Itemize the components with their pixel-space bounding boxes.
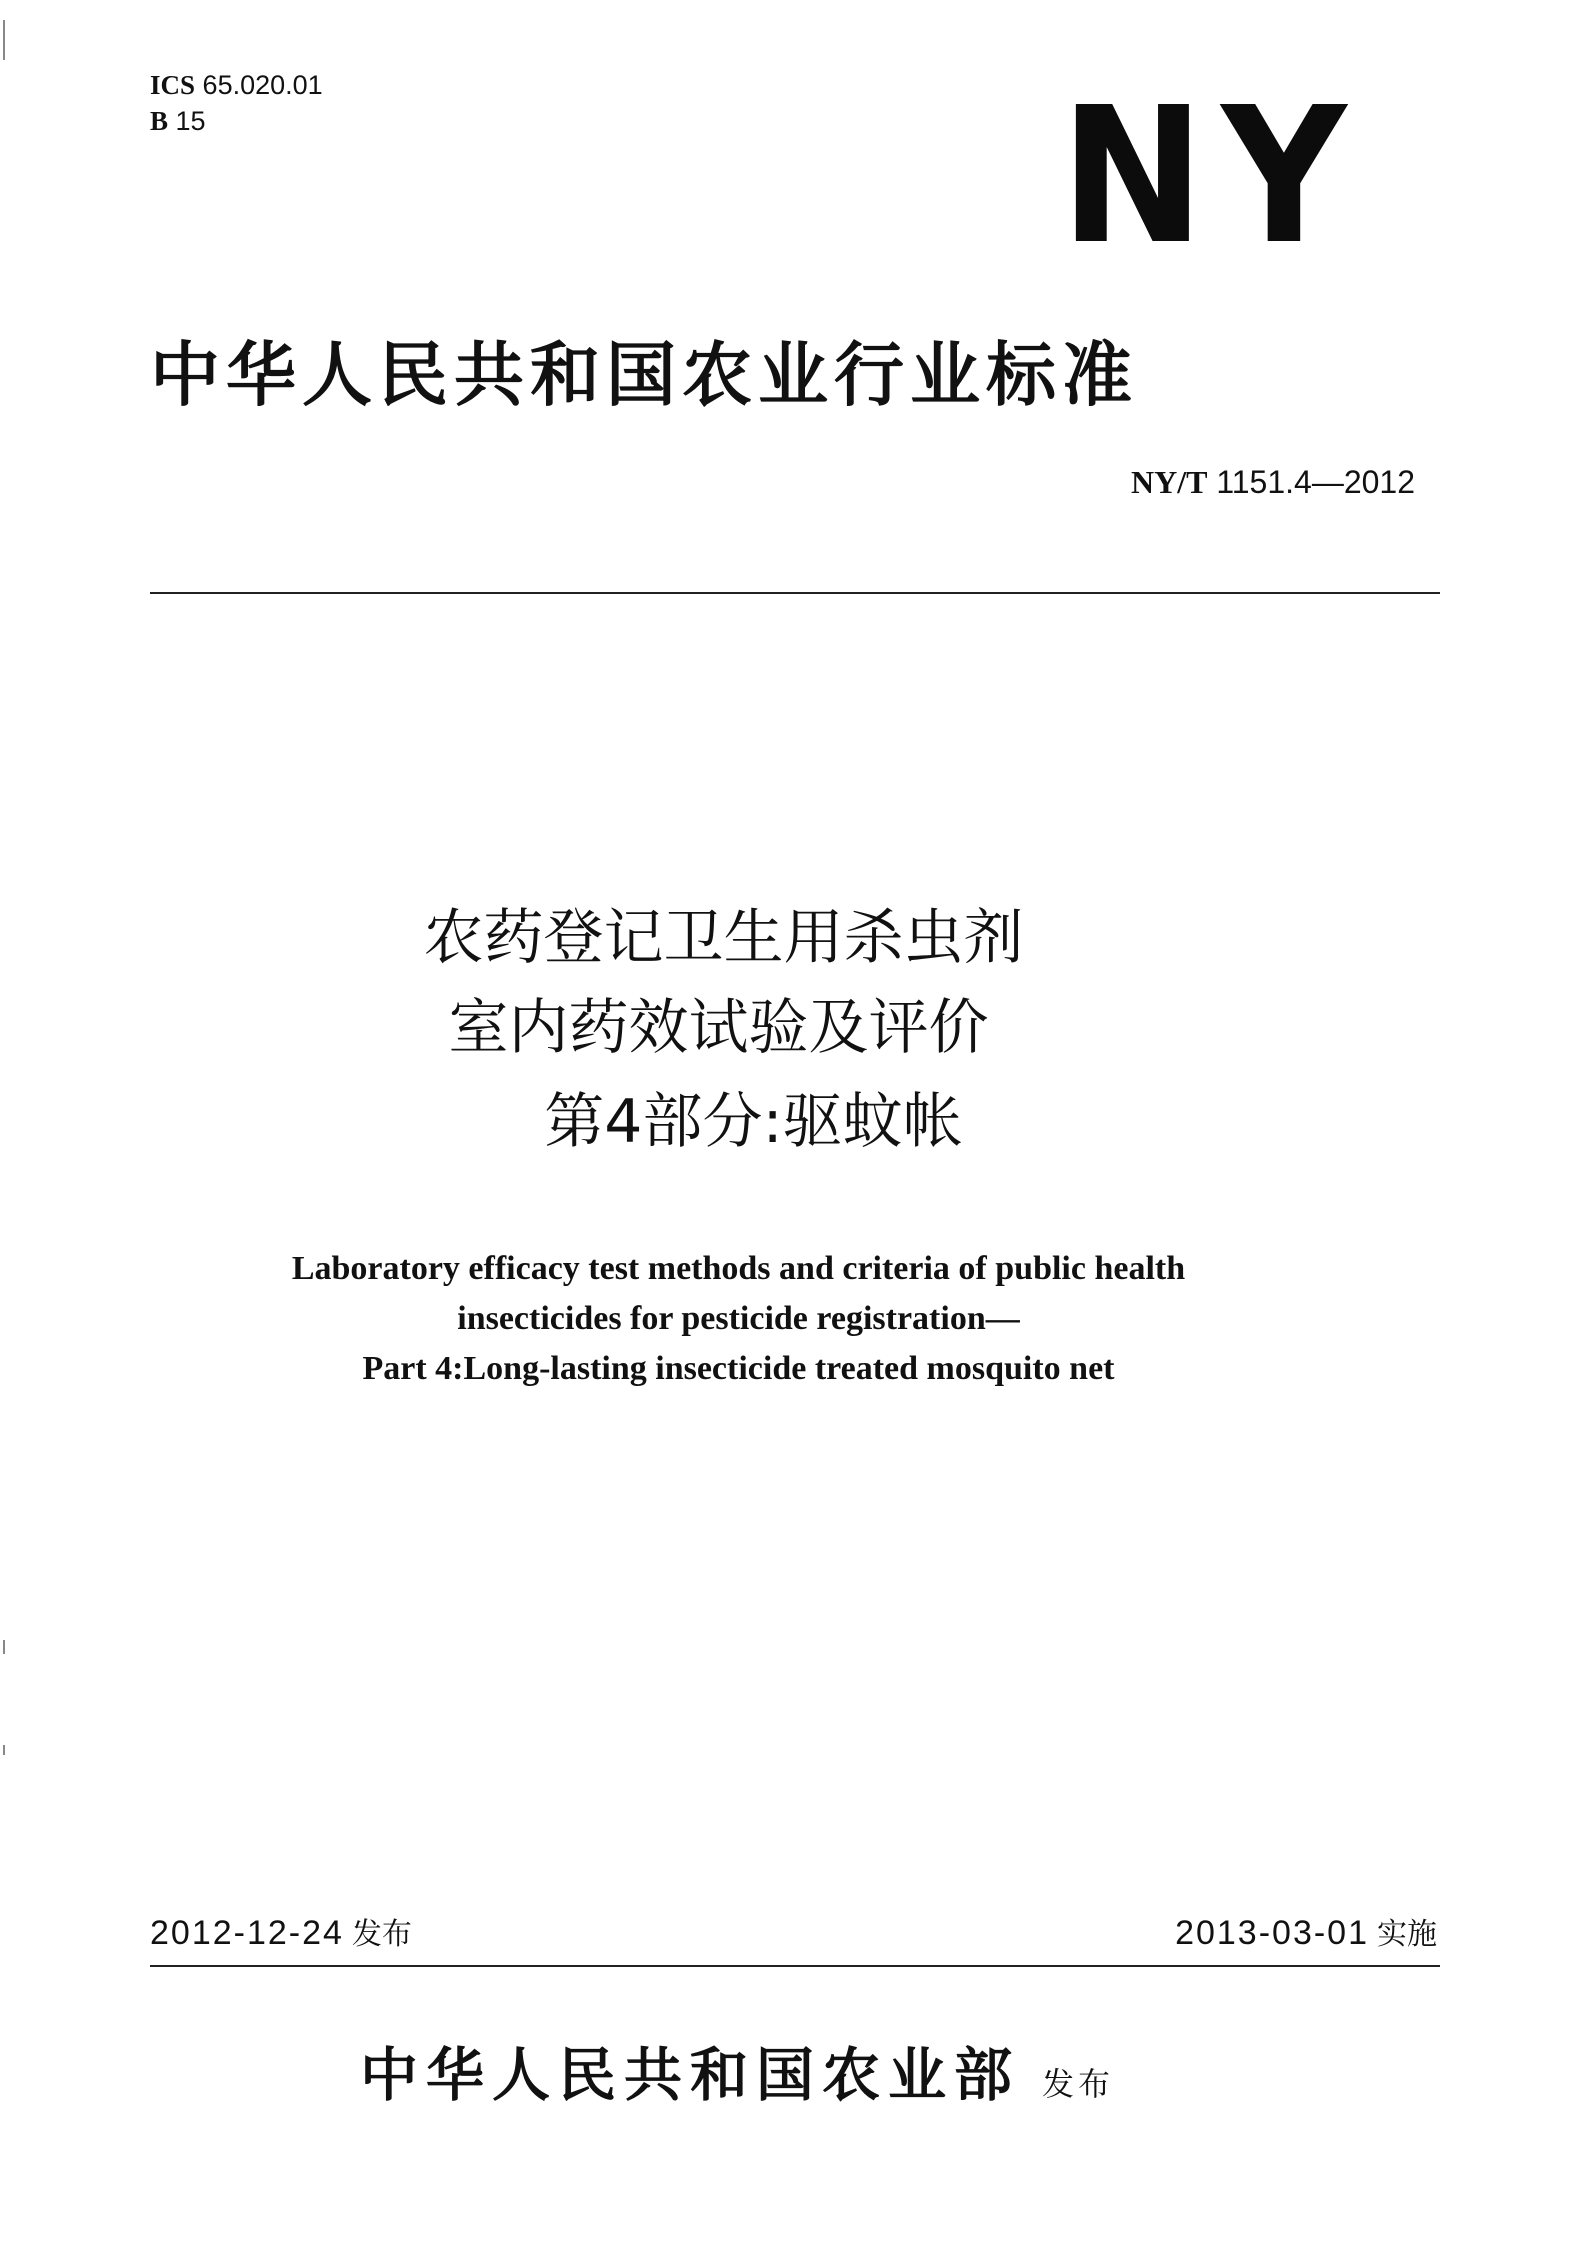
- issue-date-value: 2012-12-24: [150, 1914, 344, 1952]
- scan-mark: [3, 20, 5, 60]
- bottom-divider: [150, 1965, 1440, 1967]
- ics-code: [150, 68, 323, 102]
- issue-date: [150, 1910, 412, 1958]
- ics-label: ICS: [150, 70, 196, 100]
- standard-code: 1151.4—2012: [1216, 464, 1415, 500]
- scan-mark: [3, 1640, 5, 1654]
- implementation-date-word: 实施: [1377, 1917, 1437, 1952]
- standard-number: [1131, 462, 1415, 502]
- publisher-org: 中华人民共和国农业部: [360, 2041, 1021, 2109]
- title-zh-line-1: 农药登记卫生用杀虫剂: [423, 903, 1024, 973]
- header-title: 中华人民共和国农业行业标准: [150, 333, 1138, 416]
- ccs-number: 15: [175, 106, 206, 136]
- ics-number: 65.020.01: [202, 70, 323, 100]
- scan-mark: [3, 1745, 5, 1755]
- title-en-line-3: Part 4:Long-lasting insecticide treated mosquito net: [362, 1350, 1115, 1387]
- publisher: [360, 2035, 1114, 2115]
- ccs-label: B: [150, 106, 169, 136]
- ccs-code: [150, 104, 206, 138]
- title-en-line-1: Laboratory efficacy test methods and criteria of public health: [291, 1250, 1186, 1287]
- publisher-word: 发布: [1042, 2065, 1115, 2103]
- issue-date-word: 发布: [351, 1917, 412, 1952]
- title-zh-line-2: 室内药效试验及评价: [448, 993, 989, 1063]
- standard-prefix: NY/T: [1130, 464, 1208, 500]
- title-en-line-2: insecticides for pesticide registration—: [457, 1300, 1020, 1337]
- implementation-date: [1175, 1910, 1437, 1958]
- title-zh-line-3: 第4部分:驱蚊帐: [544, 1087, 963, 1157]
- top-divider: [150, 592, 1440, 594]
- ny-logo: NY: [1060, 67, 1364, 286]
- implementation-date-value: 2013-03-01: [1175, 1914, 1369, 1952]
